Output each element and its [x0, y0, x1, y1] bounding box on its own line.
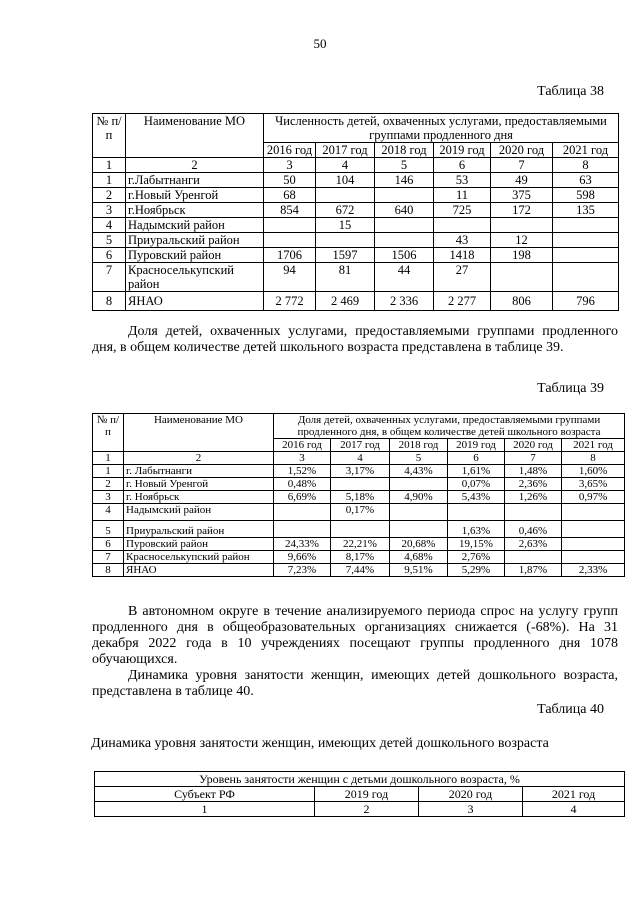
- table-row: 2 г.Новый Уренгой 68 11 375 598: [93, 188, 619, 203]
- header-year: 2019 год: [434, 143, 491, 158]
- header-name: Наименование МО: [126, 114, 264, 158]
- header-year: 2016 год: [274, 439, 331, 452]
- table40-caption: Динамика уровня занятости женщин, имеющих детей дошкольного возраста: [91, 736, 549, 751]
- table-row: 8 ЯНАО 7,23% 7,44% 9,51% 5,29% 1,87% 2,33%: [93, 564, 625, 577]
- header-num: № п/п: [93, 414, 124, 452]
- header-year: 2021 год: [523, 787, 625, 802]
- paragraph-2: В автономном округе в течение анализируемого периода спрос на услугу групп продленного дня в общеобразовательных организациях снижается (-68%). На 31 декабря 2022 года в 10 учреждениях посещают группы продленного дня 1078 обучающихся. Динамика уровня занятости женщин, имеющих детей дошкольного возраста, представлена в таблице 40.: [92, 604, 618, 699]
- table40-label: Таблица 40: [537, 702, 604, 717]
- header-subject: Субъект РФ: [95, 787, 315, 802]
- table38-label: Таблица 38: [537, 84, 604, 99]
- header-year: 2017 год: [316, 143, 375, 158]
- header-year: 2021 год: [553, 143, 619, 158]
- header-name: Наименование МО: [124, 414, 274, 452]
- table-40: [94, 771, 625, 817]
- table39-label: Таблица 39: [537, 381, 604, 396]
- header-year: 2017 год: [331, 439, 390, 452]
- header-year: 2018 год: [390, 439, 448, 452]
- column-number-row: 1 2 3 4 5 6 7 8: [93, 158, 619, 173]
- header-year: 2021 год: [562, 439, 625, 452]
- table-row: 8 ЯНАО 2 772 2 469 2 336 2 277 806 796: [93, 292, 619, 311]
- column-number-row: 1 2 3 4 5 6 7 8: [93, 452, 625, 465]
- table-row: 3 г.Ноябрьск 854 672 640 725 172 135: [93, 203, 619, 218]
- table-row: 5 Приуральский район 1,63% 0,46%: [93, 521, 625, 538]
- header-num: № п/п: [93, 114, 126, 158]
- header-year: 2019 год: [315, 787, 419, 802]
- page-number: 50: [313, 36, 327, 51]
- table-row: 1 г. Лабытнанги 1,52% 3,17% 4,43% 1,61% 1,48% 1,60%: [93, 465, 625, 478]
- header-group: Доля детей, охваченных услугами, предоставляемыми группами продленного дня, в общем количестве детей школьного возраста: [274, 414, 625, 439]
- table-38: [92, 113, 619, 311]
- table-39: [92, 413, 625, 577]
- header-year: 2018 год: [375, 143, 434, 158]
- table40-header: Уровень занятости женщин с детьми дошкольного возраста, %: [95, 772, 625, 787]
- column-number-row: 1 2 3 4: [95, 802, 625, 817]
- table-row: 2 г. Новый Уренгой 0,48% 0,07% 2,36% 3,65%: [93, 478, 625, 491]
- table-row: 6 Пуровский район 24,33% 22,21% 20,68% 19,15% 2,63%: [93, 538, 625, 551]
- header-year: 2020 год: [491, 143, 553, 158]
- table-row: 7 Красноселькупский район 94 81 44 27: [93, 263, 619, 292]
- paragraph-3: Динамика уровня занятости женщин, имеющих детей дошкольного возраста, представлена в таблице 40.: [92, 668, 618, 699]
- table-row: 1 г.Лабытнанги 50 104 146 53 49 63: [93, 173, 619, 188]
- header-year: 2020 год: [505, 439, 562, 452]
- header-group: Численность детей, охваченных услугами, предоставляемыми группами продленного дня: [264, 114, 619, 143]
- paragraph-1: Доля детей, охваченных услугами, предоставляемыми группами продленного дня, в общем количестве детей школьного возраста представлена в таблице 39.: [92, 324, 618, 355]
- table-row: 5 Приуральский район 43 12: [93, 233, 619, 248]
- table-row: 4 Надымский район 0,17%: [93, 504, 625, 521]
- header-year: 2019 год: [448, 439, 505, 452]
- header-year: 2016 год: [264, 143, 316, 158]
- table-row: 7 Красноселькупский район 9,66% 8,17% 4,68% 2,76%: [93, 551, 625, 564]
- table-row: 6 Пуровский район 1706 1597 1506 1418 198: [93, 248, 619, 263]
- table-row: 3 г. Ноябрьск 6,69% 5,18% 4,90% 5,43% 1,26% 0,97%: [93, 491, 625, 504]
- header-year: 2020 год: [419, 787, 523, 802]
- table-row: 4 Надымский район 15: [93, 218, 619, 233]
